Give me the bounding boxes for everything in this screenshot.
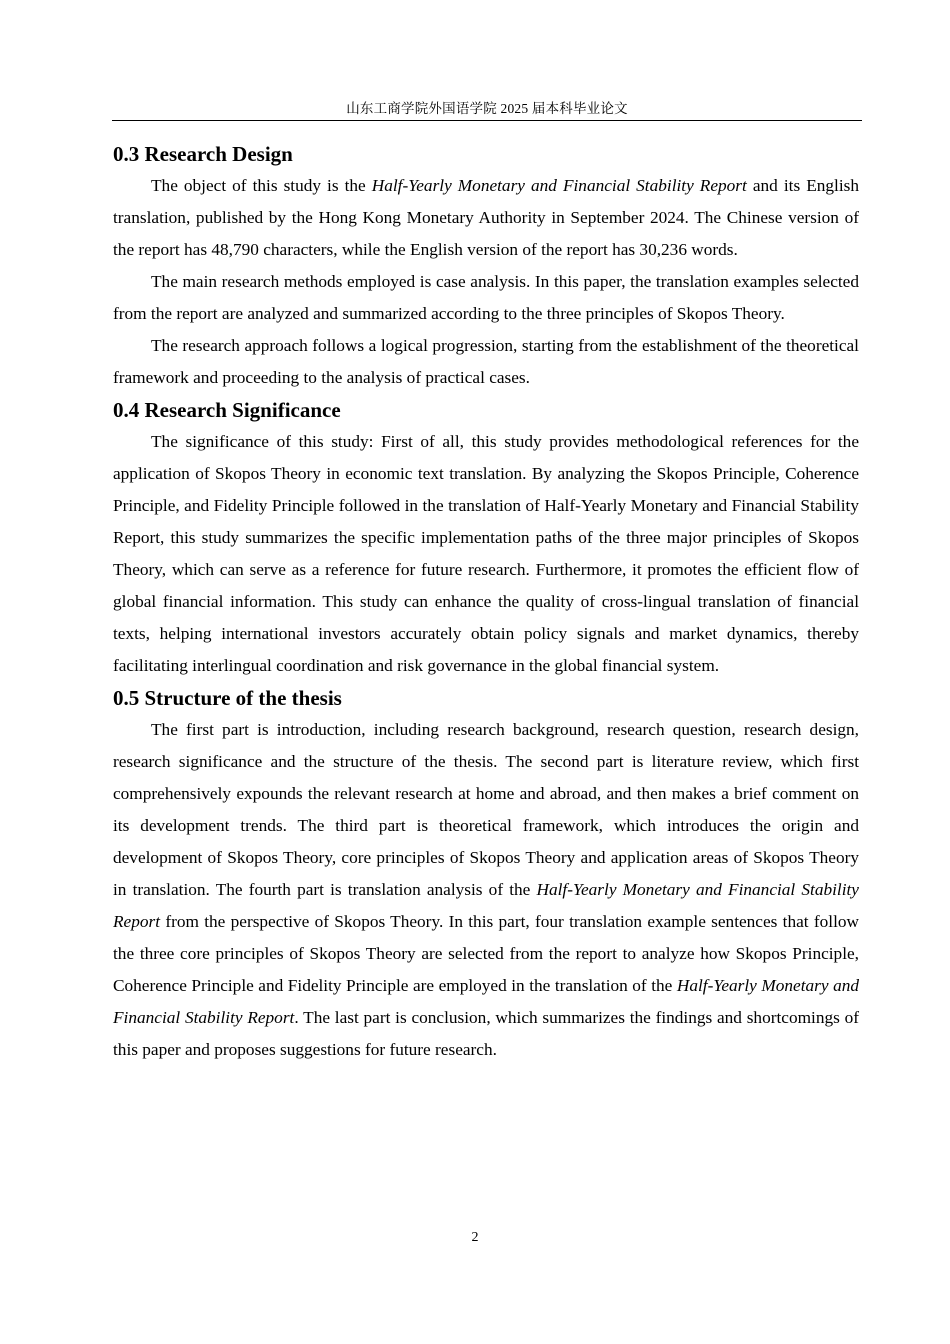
section-structure-of-thesis (113, 682, 859, 1066)
page-number: 2 (471, 1230, 479, 1245)
section-heading: 0.5 Structure of the thesis (113, 686, 342, 710)
running-header: 山东工商学院外国语学院 2025 届本科毕业论文 (112, 98, 862, 121)
paragraph: The object of this study is the Half-Yearly Monetary and Financial Stability Report and its English translation, published by the Hong Kong Monetary Authority in September 2024. The Chinese version of the report has 48,790 characters, while the English version of the report has 30,236 words. (113, 176, 860, 259)
section-heading: 0.3 Research Design (113, 142, 293, 166)
paragraph: The significance of this study: First of all, this study provides methodological references for the application of Skopos Theory in economic text translation. By analyzing the Skopos Principle, Coherence Principle, and Fidelity Principle followed in the translation of Half-Yearly Monetary and Financial Stability Report, this study summarizes the specific implementation paths of the three major principles of Skopos Theory, which can serve as a reference for future research. Furthermore, it promotes the efficient flow of global financial information. This study can enhance the quality of cross-lingual translation of financial texts, helping international investors accurately obtain policy signals and market dynamics, thereby facilitating interlingual coordination and risk governance in the global financial system. (113, 432, 859, 675)
paragraph: The research approach follows a logical progression, starting from the establishment of the theoretical framework and proceeding to the analysis of practical cases. (113, 336, 859, 387)
section-research-design (113, 138, 859, 394)
section-research-significance (113, 394, 859, 682)
paragraph: The first part is introduction, including research background, research question, research design, research significance and the structure of the thesis. The second part is literature review, which first comprehensively expounds the relevant research at home and abroad, and then makes a brief comment on its development trends. The third part is theoretical framework, which introduces the origin and development of Skopos Theory, core principles of Skopos Theory and application areas of Skopos Theory in translation. The fourth part is translation analysis of the Half-Yearly Monetary and Financial Stability Report from the perspective of Skopos Theory. In this part, four translation example sentences that follow the three core principles of Skopos Theory are selected from the report to analyze how Skopos Principle, Coherence Principle and Fidelity Principle are employed in the translation of the Half-Yearly Monetary and Financial Stability Report. The last part is conclusion, which summarizes the findings and shortcomings of this paper and proposes suggestions for future research. (113, 720, 859, 1059)
section-heading: 0.4 Research Significance (113, 398, 341, 422)
paragraph: The main research methods employed is case analysis. In this paper, the translation examples selected from the report are analyzed and summarized according to the three principles of Skopos Theory. (113, 272, 859, 323)
report-title-italic: Half-Yearly Monetary and Financial Stability Report (371, 176, 747, 195)
report-title-italic: Half-Yearly Monetary and Financial Stability Report (113, 976, 859, 1027)
report-title-italic: Half-Yearly Monetary and Financial Stability Report (113, 880, 859, 931)
page-body (113, 138, 859, 1066)
